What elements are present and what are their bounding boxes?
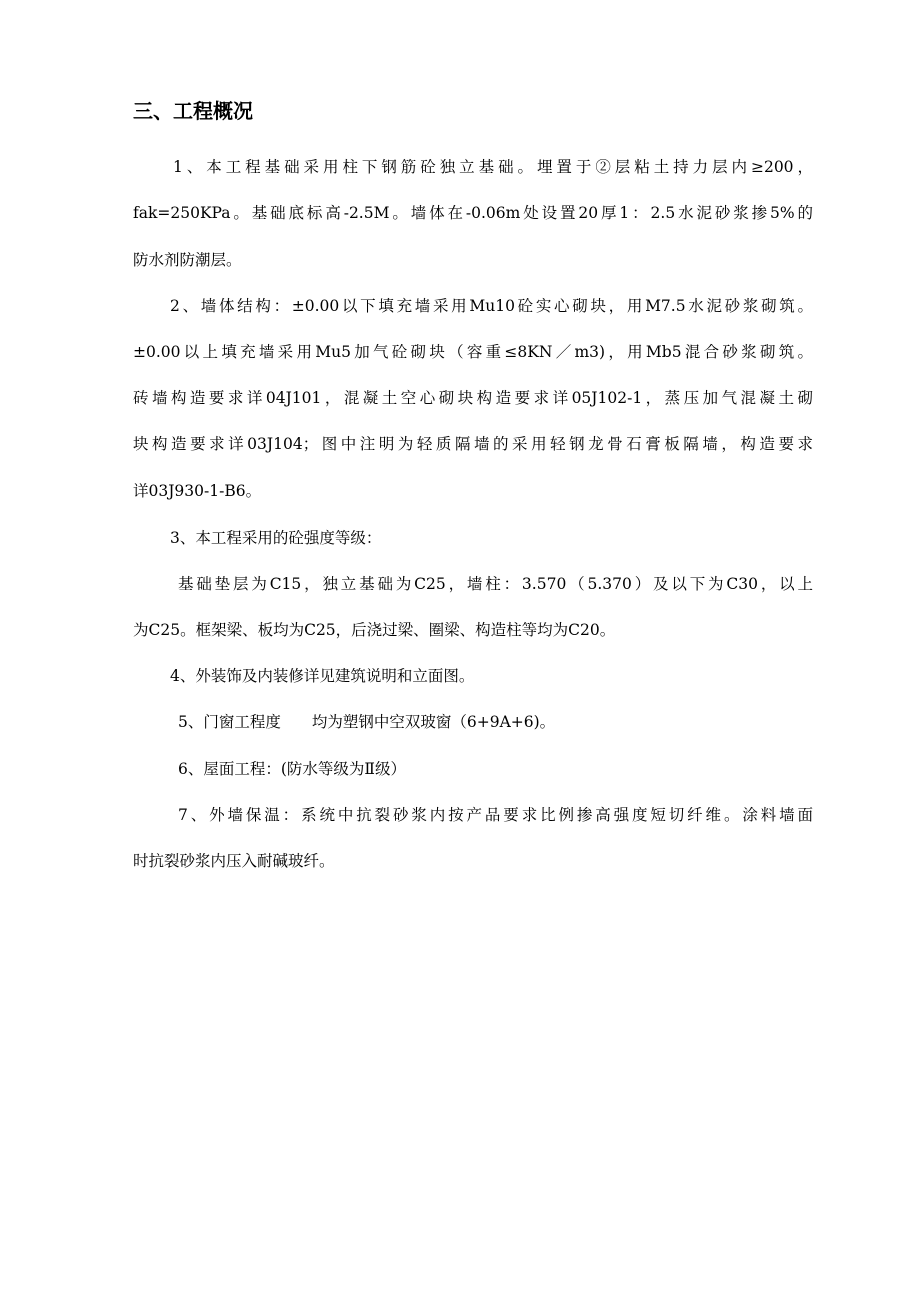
text-line: 为C25。框架梁、板均为C25，后浇过梁、圈梁、构造柱等均为C20。 [133,621,616,639]
text-line: 时抗裂砂浆内压入耐碱玻纤。 [133,852,335,870]
text-line: ±0.00以上填充墙采用Mu5加气砼砌块（容重≤8KN／m3)，用Mb5混合砂浆砌筑。 [133,343,813,361]
text-line: 6、屋面工程：(防水等级为Ⅱ级） [178,760,406,778]
text-line: 2、墙体结构：±0.00以下填充墙采用Mu10砼实心砌块，用M7.5水泥砂浆砌筑。 [170,297,813,315]
text-line: 5、门窗工程度 均为塑钢中空双玻窗（6+9A+6)。 [178,713,556,731]
text-line: fak=250KPa。基础底标高-2.5M。墙体在-0.06m处设置20厚1：2.5水泥砂浆掺5%的 [133,204,813,222]
section-title: 三、工程概况 [133,99,253,123]
text-line: 块构造要求详03J104；图中注明为轻质隔墙的采用轻钢龙骨石膏板隔墙，构造要求 [133,435,813,453]
text-line: 防水剂防潮层。 [133,251,242,269]
text-line: 3、本工程采用的砼强度等级： [170,529,382,547]
text-line: 砖墙构造要求详04J101，混凝土空心砌块构造要求详05J102-1，蒸压加气混凝土砌 [133,389,813,407]
text-line: 1、本工程基础采用柱下钢筋砼独立基础。埋置于②层粘土持力层内≥200， [173,158,813,176]
text-line: 基础垫层为C15，独立基础为C25，墙柱：3.570（5.370）及以下为C30，以上 [178,575,813,593]
text-line: 详03J930-1-B6。 [133,482,262,500]
text-line: 7、外墙保温：系统中抗裂砂浆内按产品要求比例掺高强度短切纤维。涂料墙面 [178,806,813,824]
text-line: 4、外装饰及内装修详见建筑说明和立面图。 [170,667,475,685]
